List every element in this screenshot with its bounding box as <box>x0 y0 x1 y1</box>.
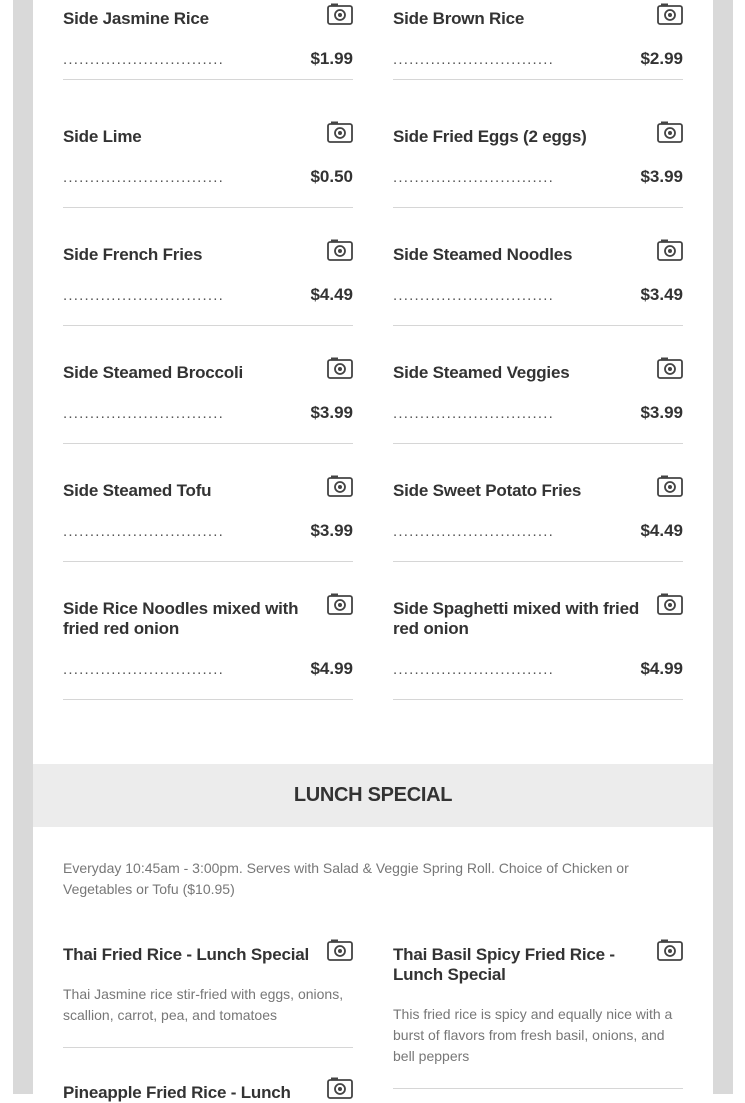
dot-leader: .............................. <box>393 405 555 422</box>
menu-item[interactable] <box>63 434 353 562</box>
menu-item[interactable] <box>393 0 683 80</box>
item-name: Side Fried Eggs (2 eggs) <box>393 127 587 146</box>
camera-icon[interactable] <box>327 1077 353 1099</box>
menu-item[interactable] <box>393 198 683 326</box>
menu-item[interactable] <box>393 945 683 1089</box>
camera-icon[interactable] <box>657 121 683 143</box>
dot-leader: .............................. <box>393 51 555 68</box>
item-price: $3.99 <box>640 167 683 186</box>
item-name: Side Brown Rice <box>393 9 525 28</box>
camera-icon[interactable] <box>327 121 353 143</box>
item-name: Side Lime <box>63 127 142 146</box>
menu-item[interactable] <box>63 945 353 1048</box>
menu-item[interactable] <box>63 1080 353 1103</box>
camera-icon[interactable] <box>327 593 353 615</box>
item-price: $1.99 <box>310 49 353 68</box>
camera-icon[interactable] <box>327 3 353 25</box>
section-title: LUNCH SPECIAL <box>293 784 453 806</box>
menu-item[interactable] <box>63 0 353 80</box>
item-price: $0.50 <box>310 167 353 186</box>
sides-grid <box>63 434 683 562</box>
camera-icon[interactable] <box>657 939 683 961</box>
dot-leader: .............................. <box>393 523 555 540</box>
item-name: Thai Basil Spicy Fried Rice - Lunch Special <box>393 945 615 984</box>
item-name: Side Sweet Potato Fries <box>393 481 582 500</box>
item-price: $2.99 <box>640 49 683 68</box>
menu-item[interactable] <box>393 80 683 208</box>
item-name: Side Steamed Veggies <box>393 363 570 382</box>
camera-icon[interactable] <box>327 475 353 497</box>
item-price: $4.99 <box>640 659 683 678</box>
dot-leader: .............................. <box>63 169 225 186</box>
dot-leader: .............................. <box>393 661 555 678</box>
item-description: Thai Jasmine rice stir-fried with eggs, onions, scallion, carrot, pea, and tomatoes <box>63 986 344 1023</box>
menu-item[interactable] <box>393 316 683 444</box>
item-price: $4.49 <box>310 285 353 304</box>
camera-icon[interactable] <box>657 357 683 379</box>
dot-leader: .............................. <box>63 661 225 678</box>
section-description: Everyday 10:45am - 3:00pm. Serves with Salad & Veggie Spring Roll. Choice of Chicken or Vegetables or Tofu ($10.95) <box>63 860 629 897</box>
camera-icon[interactable] <box>657 239 683 261</box>
item-name: Side French Fries <box>63 245 203 264</box>
sides-grid <box>63 80 683 208</box>
camera-icon[interactable] <box>327 939 353 961</box>
section-header <box>33 764 713 827</box>
item-name: Side Rice Noodles mixed with fried red onion <box>63 599 299 638</box>
item-name: Pineapple Fried Rice - Lunch <box>63 1083 291 1102</box>
sides-grid <box>63 0 683 80</box>
item-name: Side Jasmine Rice <box>63 9 209 28</box>
camera-icon[interactable] <box>327 239 353 261</box>
item-name: Side Steamed Broccoli <box>63 363 244 382</box>
lunch-grid <box>63 1080 683 1103</box>
item-price: $3.99 <box>310 403 353 422</box>
menu-item[interactable] <box>63 316 353 444</box>
item-price: $3.99 <box>640 403 683 422</box>
sides-grid <box>63 552 683 700</box>
dot-leader: .............................. <box>63 287 225 304</box>
camera-icon[interactable] <box>657 475 683 497</box>
lunch-grid <box>63 945 683 1089</box>
dot-leader: .............................. <box>393 287 555 304</box>
item-price: $3.49 <box>640 285 683 304</box>
menu-item[interactable] <box>63 552 353 700</box>
item-price: $4.99 <box>310 659 353 678</box>
menu-item[interactable] <box>393 552 683 700</box>
item-name: Thai Fried Rice - Lunch Special <box>63 945 310 964</box>
camera-icon[interactable] <box>657 593 683 615</box>
item-price: $4.49 <box>640 521 683 540</box>
item-price: $3.99 <box>310 521 353 540</box>
dot-leader: .............................. <box>393 169 555 186</box>
item-name: Side Steamed Noodles <box>393 245 573 264</box>
dot-leader: .............................. <box>63 51 225 68</box>
item-name: Side Steamed Tofu <box>63 481 212 500</box>
camera-icon[interactable] <box>327 357 353 379</box>
item-description: This fried rice is spicy and equally nice with a burst of flavors from fresh basil, onions, and bell peppers <box>393 1006 673 1064</box>
item-name: Side Spaghetti mixed with fried red onion <box>393 599 640 638</box>
dot-leader: .............................. <box>63 523 225 540</box>
menu-panel <box>33 0 713 1102</box>
menu-item[interactable] <box>393 434 683 562</box>
camera-icon[interactable] <box>657 3 683 25</box>
menu-item[interactable] <box>63 198 353 326</box>
dot-leader: .............................. <box>63 405 225 422</box>
sides-grid <box>63 316 683 444</box>
sides-grid <box>63 198 683 326</box>
menu-item[interactable] <box>63 80 353 208</box>
